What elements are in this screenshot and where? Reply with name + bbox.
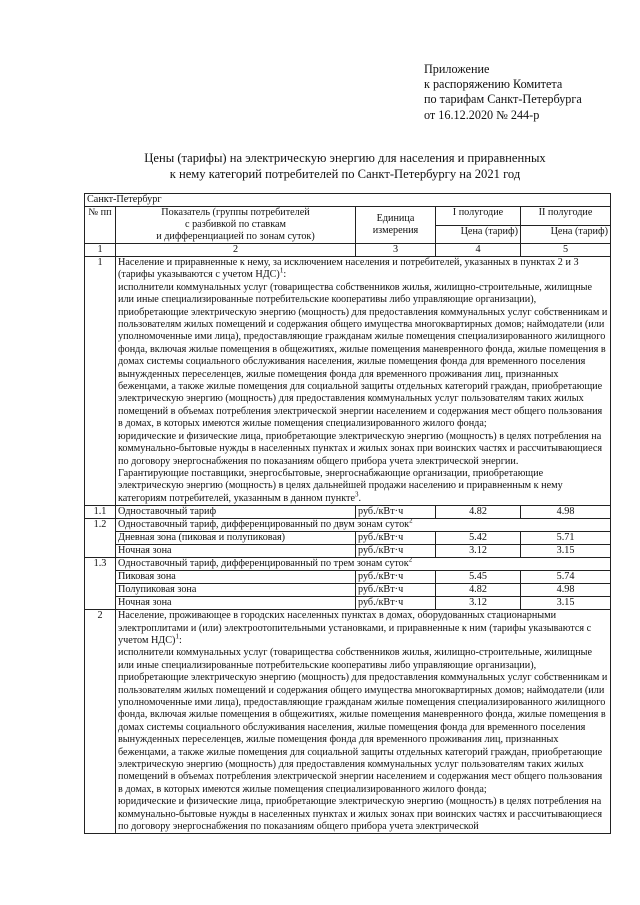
appendix-line-3: по тарифам Санкт-Петербурга (424, 92, 582, 107)
row-1-1-num: 1.1 (85, 506, 116, 519)
tariff-table (84, 193, 611, 834)
table-row-1-2 (85, 519, 611, 532)
row-1-2-day-value-h2: 5.71 (521, 532, 611, 545)
table-row-1-3-peak (85, 571, 611, 584)
footnote-mark: 2 (409, 518, 413, 525)
row-1-3-num: 1.3 (85, 558, 116, 610)
row-1-3-label (116, 558, 611, 571)
row-1-3-halfpeak-value-h2: 4.98 (521, 584, 611, 597)
row-2-para-1 (118, 610, 608, 647)
appendix-line-1: Приложение (424, 62, 490, 76)
header-indicator-line-2: с разбивкой по ставкам (185, 219, 286, 230)
row-1-2-num: 1.2 (85, 519, 116, 558)
col-number-5: 5 (521, 244, 611, 257)
row-1-para-4 (118, 468, 608, 505)
appendix-line-4: от 16.12.2020 № 244-р (424, 107, 540, 122)
row-1-para-1 (118, 257, 608, 282)
document-title-line-2: к нему категорий потребителей по Санкт-Петербургу на 2021 год (169, 167, 521, 181)
header-indicator-line-1: Показатель (группы потребителей (161, 207, 310, 218)
row-1-num: 1 (85, 257, 116, 506)
row-1-2-night-value-h1: 3.12 (436, 545, 521, 558)
table-row-1-3 (85, 558, 611, 571)
row-1-3-night-label: Ночная зона (116, 597, 356, 610)
appendix-block (424, 62, 624, 123)
row-1-3-label-text: Одноставочный тариф, дифференцированный по трем зонам суток (118, 558, 409, 570)
row-1-3-night-unit: руб./кВт·ч (356, 597, 436, 610)
document-title-line-1: Цены (тарифы) на электрическую энергию для населения и приравненных (144, 151, 546, 165)
appendix-line-2: к распоряжению Комитета (424, 77, 563, 92)
row-1-2-night-label: Ночная зона (116, 545, 356, 558)
col-number-4: 4 (436, 244, 521, 257)
row-1-para-3: юридические и физические лица, приобретающие электрическую энергию (мощность) в целях потребления на коммунально-бытовые нужды в населенных пунктах и жилых зонах при воинских частях и рассчитывающиеся по договору энергоснабжения по показаниям общего прибора учета электрической энергии. (118, 430, 603, 467)
row-1-3-halfpeak-label: Полупиковая зона (116, 584, 356, 597)
table-row-1-3-halfpeak (85, 584, 611, 597)
header-indicator (116, 207, 356, 244)
row-1-para-1-text: Население и приравненные к нему, за исключением населения и потребителей, указанных в пунктах 2 и 3 (тарифы указываются с учетом НДС) (118, 257, 579, 281)
row-1-1-label: Одноставочный тариф (116, 506, 356, 519)
row-1-para-1-end: : (283, 269, 287, 281)
table-row-1-1 (85, 506, 611, 519)
row-1-description (116, 257, 611, 506)
row-2-num: 2 (85, 610, 116, 834)
row-2-para-3: юридические и физические лица, приобретающие электрическую энергию (мощность) в целях потребления на коммунально-бытовые нужды в населенных пунктах и жилых зонах при воинских частях и рассчитывающиеся по договору энергоснабжения по показаниям общего прибора учета электрической (118, 796, 603, 833)
row-1-3-halfpeak-unit: руб./кВт·ч (356, 584, 436, 597)
footnote-mark: 1 (175, 632, 179, 641)
row-1-1-value-h2: 4.98 (521, 506, 611, 519)
footnote-mark: 1 (279, 267, 284, 276)
row-1-2-night-value-h2: 3.15 (521, 545, 611, 558)
row-2-description (116, 610, 611, 834)
header-row (85, 207, 611, 226)
header-unit: Единица измерения (356, 207, 436, 244)
header-price-2: Цена (тариф) (521, 225, 611, 244)
row-1-3-peak-unit: руб./кВт·ч (356, 571, 436, 584)
row-1-para-4-text: Гарантирующие поставщики, энергосбытовые, энергоснабжающие организации, приобретающие электрическую энергию (мощность) в целях дальнейшей продажи населению и приравненным к нему категориям потребителей, указанным в данном пункте (118, 467, 563, 504)
row-1-3-peak-label: Пиковая зона (116, 571, 356, 584)
table-row-1-2-day (85, 532, 611, 545)
col-number-2: 2 (116, 244, 356, 257)
row-1-para-2: исполнители коммунальных услуг (товарищества собственников жилья, жилищно-строительные, жилищные или иные специализированные потребительские кооперативы либо управляющие организации), приобретающие электрическую энергию (мощность) для предоставления коммунальных услуг собственникам и пользователям жилых помещений и содержания общего имущества многоквартирных домов; наймодатели (или уполномоченные ими лица), предоставляющие гражданам жилые помещения специализированного жилищного фонда, включая жилые помещения в общежитиях, жилые помещения маневренного фонда, жилые помещения в домах системы социального обслуживания населения, жилые помещения фонда для временного поселения вынужденных переселенцев, жилые помещения фонда для временного проживания лиц, признанных беженцами, а также жилые помещения для социальной защиты отдельных категорий граждан, приобретающие электрическую энергию (мощность) для предоставления коммунальных услуг пользователям таких жилых помещений в объемах потребления электрической энергии населением и содержания мест общего пользования в домах, в которых имеются жилые помещения специализированного жилого фонда; (118, 281, 608, 430)
col-number-1: 1 (85, 244, 116, 257)
row-1-3-night-value-h1: 3.12 (436, 597, 521, 610)
row-2-para-2: исполнители коммунальных услуг (товарищества собственников жилья, жилищно-строительные, жилищные или иные специализированные потребительские кооперативы либо управляющие организации), приобретающие электрическую энергию (мощность) для предоставления коммунальных услуг собственникам и пользователям жилых помещений и содержания общего имущества многоквартирных домов; наймодатели (или уполномоченные ими лица), предоставляющие гражданам жилые помещения специализированного жилищного фонда, включая жилые помещения в общежитиях, жилые помещения маневренного фонда, жилые помещения в домах системы социального обслуживания населения, жилые помещения фонда для временного поселения вынужденных переселенцев, жилые помещения фонда для временного проживания лиц, признанных беженцами, а также жилые помещения для социальной защиты отдельных категорий граждан, приобретающие электрическую энергию (мощность) для предоставления коммунальных услуг пользователям таких жилых помещений в объемах потребления электрической энергии населением и содержания мест общего пользования в домах, в которых имеются жилые помещения специализированного жилого фонда; (118, 647, 608, 795)
row-1-para-4-end: . (358, 492, 362, 504)
header-half-1: I полугодие (436, 207, 521, 226)
column-numbers-row (85, 244, 611, 257)
row-1-1-unit: руб./кВт·ч (356, 506, 436, 519)
region-row (85, 194, 611, 207)
row-1-2-label-text: Одноставочный тариф, дифференцированный по двум зонам суток (118, 519, 410, 531)
row-1-2-day-value-h1: 5.42 (436, 532, 521, 545)
header-num: № пп (85, 207, 116, 244)
header-price-1: Цена (тариф) (436, 225, 521, 244)
footnote-mark: 2 (408, 557, 413, 564)
table-row-1-3-night (85, 597, 611, 610)
row-1-3-peak-value-h1: 5.45 (436, 571, 521, 584)
row-1-2-day-label: Дневная зона (пиковая и полупиковая) (116, 532, 356, 545)
row-1-1-value-h1: 4.82 (436, 506, 521, 519)
row-1-3-night-value-h2: 3.15 (521, 597, 611, 610)
row-2-para-1-end: : (178, 634, 182, 646)
footnote-mark: 3 (354, 490, 359, 499)
region-cell: Санкт-Петербург (85, 194, 611, 207)
row-2-para-1-text: Население, проживающее в городских населенных пунктах в домах, оборудованных стационарными электроплитами и (или) электроотопительными установками, и приравненные к ним (тарифы указываются с учетом НДС) (118, 610, 592, 646)
row-1-2-label (116, 519, 611, 532)
table-row-1 (85, 257, 611, 506)
table-row-2 (85, 610, 611, 834)
row-1-2-night-unit: руб./кВт·ч (356, 545, 436, 558)
row-1-3-peak-value-h2: 5.74 (521, 571, 611, 584)
row-1-2-day-unit: руб./кВт·ч (356, 532, 436, 545)
header-half-2: II полугодие (521, 207, 611, 226)
col-number-3: 3 (356, 244, 436, 257)
header-indicator-line-3: и дифференциацией по зонам суток) (156, 231, 315, 242)
table-row-1-2-night (85, 545, 611, 558)
row-1-3-halfpeak-value-h1: 4.82 (436, 584, 521, 597)
